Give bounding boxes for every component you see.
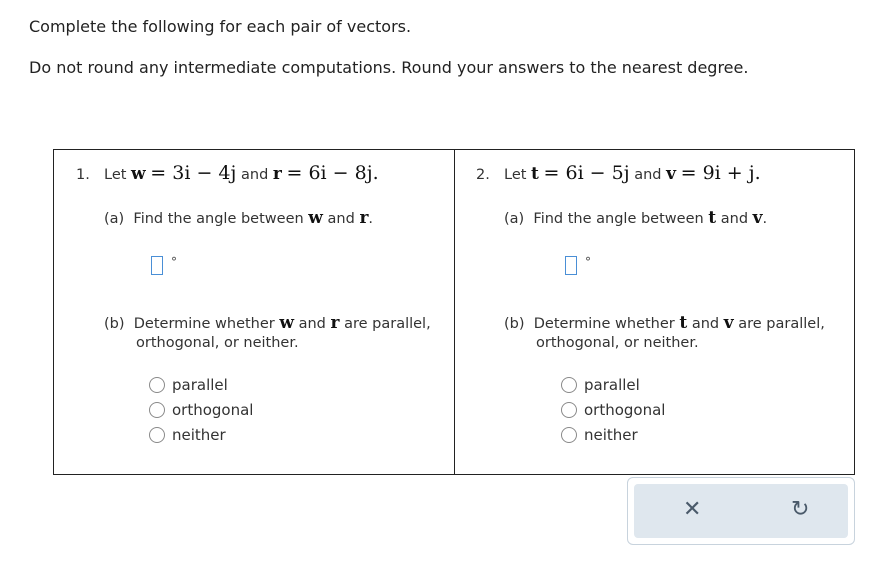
vector-name: w [308,208,323,228]
period: . [368,211,374,227]
part-label: (b) [104,316,125,332]
option-neither[interactable] [149,426,226,444]
and-label: and [298,316,326,332]
angle-answer-input[interactable] [565,256,577,275]
and-label: and [241,167,269,183]
and-label: and [720,211,749,227]
vector-name: r [359,208,369,228]
problem-2-statement [476,162,761,184]
option-label: parallel [584,376,640,394]
degree-symbol: ° [585,255,591,269]
part-b-prompt [504,313,825,333]
part-a-text: Find the angle between [133,211,304,227]
option-label: neither [584,426,638,444]
part-label: (a) [504,211,525,227]
radio-button[interactable] [149,402,165,418]
part-label: (b) [504,316,525,332]
instruction-line-2: Do not round any intermediate computations. Round your answers to the nearest degree. [29,58,749,77]
option-parallel[interactable] [561,376,640,394]
part-b-text: Determine whether [533,316,675,332]
part-b-prompt [104,313,431,333]
part-b-text: are parallel, [738,316,825,332]
vector-expression: = 9i + j. [680,162,761,184]
let-label: Let [504,167,527,183]
and-label: and [691,316,720,332]
option-label: orthogonal [584,401,666,419]
vector-name: w [131,164,146,184]
vector-name: v [723,313,734,333]
option-neither[interactable] [561,426,638,444]
instruction-line-1: Complete the following for each pair of vectors. [29,17,412,36]
part-b-prompt-line-2: orthogonal, or neither. [136,335,299,351]
problem-number: 1. [76,167,90,183]
period: . [762,211,768,227]
and-label: and [634,167,662,183]
part-a-text: Find the angle between [533,211,704,227]
vector-name: t [708,208,717,228]
clear-icon[interactable]: ✕ [683,497,702,522]
vector-name: w [279,313,294,333]
option-label: parallel [172,376,228,394]
vector-name: v [752,208,763,228]
vector-expression: = 6i − 5j [543,162,630,184]
vector-name: r [330,313,340,333]
radio-button[interactable] [561,377,577,393]
option-orthogonal[interactable] [561,401,665,419]
part-b-text: Determine whether [133,316,275,332]
problems-grid [53,149,855,475]
option-label: orthogonal [172,401,254,419]
undo-icon[interactable]: ↻ [791,497,810,522]
problem-1 [54,150,454,474]
part-a-prompt [104,208,373,228]
let-label: Let [104,167,127,183]
vector-name: v [666,164,677,184]
angle-answer-input[interactable] [151,256,163,275]
vector-name: t [531,164,539,184]
part-b-prompt-line-2: orthogonal, or neither. [536,335,699,351]
radio-button[interactable] [149,427,165,443]
option-parallel[interactable] [149,376,228,394]
vector-expression: = 6i − 8j. [286,162,379,184]
vector-expression: = 3i − 4j [150,162,237,184]
vector-name: r [272,164,282,184]
answer-toolbar [627,477,855,545]
and-label: and [327,211,355,227]
degree-symbol: ° [171,255,177,269]
part-a-prompt [504,208,767,228]
part-b-text: are parallel, [344,316,431,332]
radio-button[interactable] [149,377,165,393]
option-orthogonal[interactable] [149,401,253,419]
vector-name: t [679,313,688,333]
problem-number: 2. [476,167,490,183]
problem-2 [454,150,854,474]
part-label: (a) [104,211,125,227]
toolbar-panel [634,484,848,538]
radio-button[interactable] [561,427,577,443]
radio-button[interactable] [561,402,577,418]
option-label: neither [172,426,226,444]
problem-1-statement [76,162,379,184]
